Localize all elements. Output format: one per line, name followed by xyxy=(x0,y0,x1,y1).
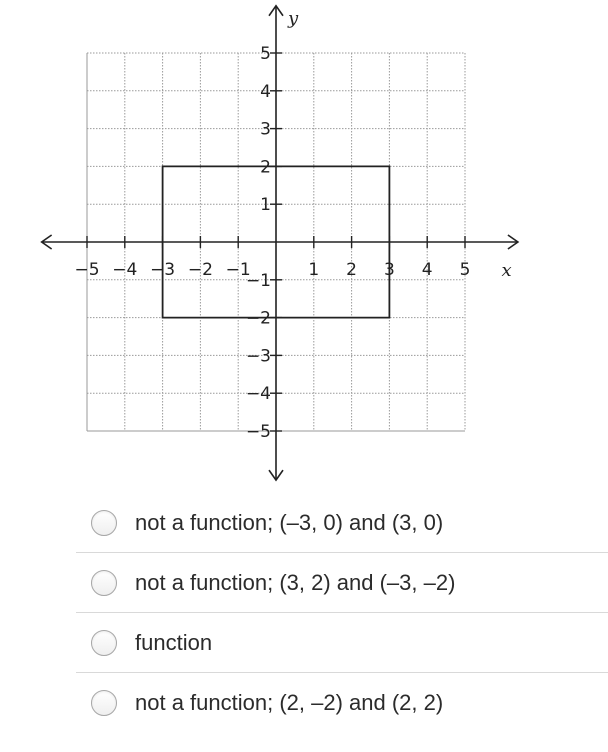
y-tick-label: 3 xyxy=(260,119,271,140)
y-axis-label: y xyxy=(288,7,299,29)
answer-choice-label: not a function; (3, 2) and (–3, –2) xyxy=(135,569,456,595)
y-tick-label: 2 xyxy=(260,157,271,178)
radio-button[interactable] xyxy=(91,690,117,716)
x-tick-label: −1 xyxy=(225,260,251,280)
x-tick-label: 1 xyxy=(308,260,320,280)
y-tick-label: 1 xyxy=(260,195,271,216)
x-axis-label: x xyxy=(501,260,512,281)
y-tick-label: −3 xyxy=(245,346,271,367)
answer-choice-1[interactable] xyxy=(76,493,608,553)
radio-button[interactable] xyxy=(91,510,117,536)
x-tick-label: 3 xyxy=(383,260,395,280)
y-tick-label: −2 xyxy=(245,308,271,329)
tick-labels xyxy=(74,8,511,442)
y-tick-label: 5 xyxy=(260,44,271,64)
x-tick-label: −3 xyxy=(150,260,176,280)
y-tick-label: −5 xyxy=(245,422,271,442)
answer-choice-4[interactable] xyxy=(76,673,608,733)
x-tick-label: 4 xyxy=(421,260,433,280)
x-tick-label: −5 xyxy=(74,260,100,280)
x-tick-label: 2 xyxy=(346,260,358,280)
x-tick-label: −2 xyxy=(187,260,213,280)
answer-choice-3[interactable] xyxy=(76,613,608,673)
y-tick-label: −4 xyxy=(245,384,271,405)
answer-choice-label: function xyxy=(135,629,213,655)
x-tick-label: −4 xyxy=(112,260,138,280)
answer-choice-label: not a function; (–3, 0) and (3, 0) xyxy=(135,509,444,535)
axes xyxy=(42,6,518,480)
radio-button[interactable] xyxy=(91,570,117,596)
y-tick-label: −1 xyxy=(245,270,271,291)
y-tick-label: 4 xyxy=(260,81,271,102)
answer-choice-2[interactable] xyxy=(76,553,608,613)
answer-choices xyxy=(76,493,608,733)
x-tick-label: 5 xyxy=(459,260,471,280)
answer-choice-label: not a function; (2, –2) and (2, 2) xyxy=(135,690,444,715)
radio-button[interactable] xyxy=(91,630,117,656)
